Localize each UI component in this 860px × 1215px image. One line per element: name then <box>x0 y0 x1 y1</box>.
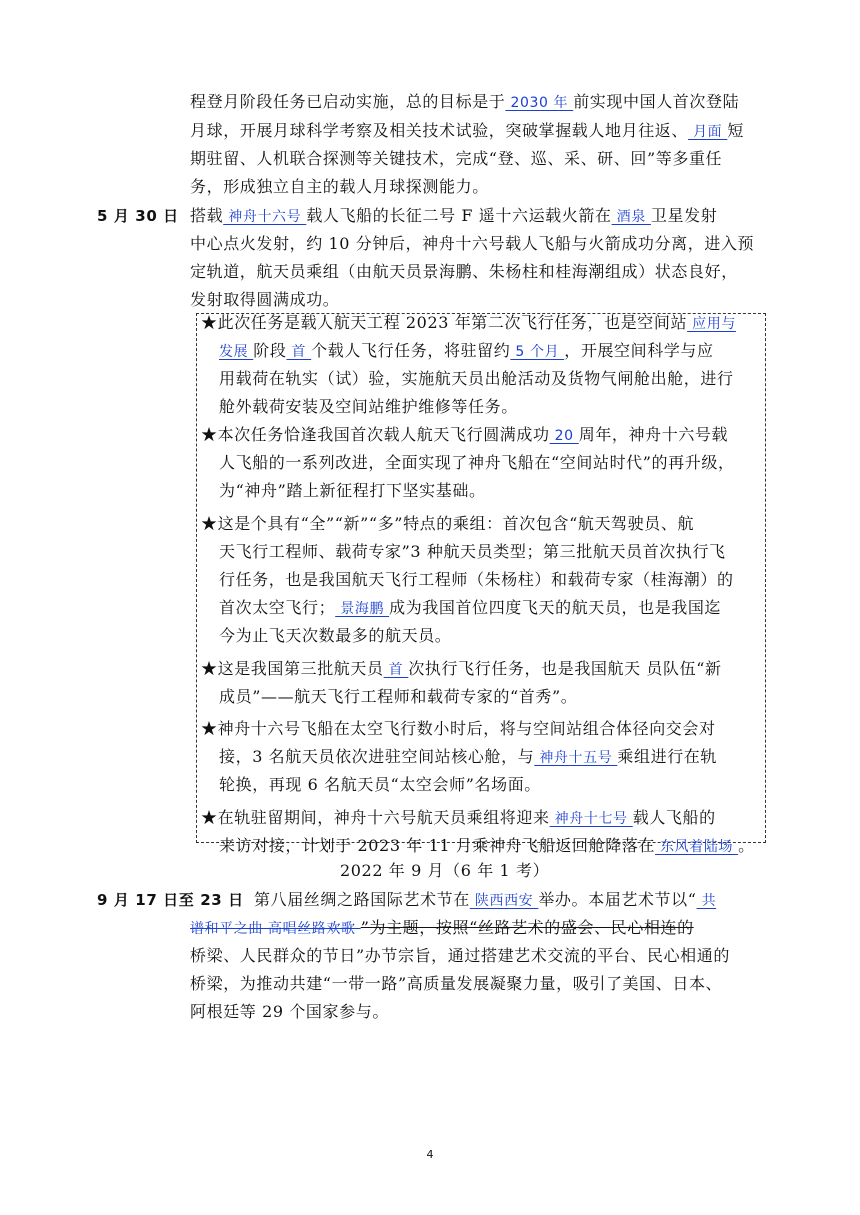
note-line: ★这是个具有“全”“新”“多”特点的乘组：首次包含“航天驾驶员、航 <box>201 514 695 533</box>
may30-line-3: 定轨道，航天员乘组（由航天员景海鹏、朱杨柱和桂海潮组成）状态良好， <box>190 262 738 281</box>
text: 阶段 <box>253 341 287 360</box>
answer-blank: 东风着陆场 <box>655 839 739 855</box>
text: 举办。本届艺术节以“ <box>538 890 697 909</box>
answer-blank: 首 <box>286 344 312 360</box>
answer-blank: 陕西西安 <box>469 893 539 909</box>
text: ★本次任务恰逢我国首次载人航天飞行圆满成功 <box>201 425 550 444</box>
page-number: 4 <box>426 1148 434 1161</box>
text: 接，3 名航天员依次进驻空间站核心舱，与 <box>219 747 535 766</box>
answer-blank: 景海鹏 <box>335 601 390 617</box>
text: ★此次任务是载人航天工程 2023 年第二次飞行任务，也是空间站 <box>201 313 688 332</box>
intro-line-2 <box>190 118 744 145</box>
note-line: 舱外载荷安装及空间站维护维修等任务。 <box>219 397 518 416</box>
text: 来访对接，计划于 2023 年 11 月乘神舟飞船返回舱降落在 <box>219 836 656 855</box>
text: 载人飞船的 <box>632 808 716 827</box>
text: 周年，神舟十六号载 <box>578 425 729 444</box>
text: 载人飞船的长征二号 F 遥十六运载火箭在 <box>306 206 612 225</box>
note-line <box>201 656 722 683</box>
text: ”为主题，按照“丝路艺术的盛会、民心相连的 <box>360 918 694 937</box>
note-line <box>201 805 716 832</box>
text: 成为我国首位四度飞天的航天员，也是我国迄 <box>389 598 722 617</box>
exam-note: 2022 年 9 月（6 年 1 考） <box>340 861 550 880</box>
answer-blank: 首 <box>383 662 409 678</box>
note-line: 行任务，也是我国航天飞行工程师（朱杨柱）和载荷专家（桂海潮）的 <box>219 570 734 589</box>
date-label: 9 月 17 日至 23 日 <box>97 891 244 909</box>
intro-line-4: 务，形成独立自主的载人月球探测能力。 <box>190 177 489 196</box>
text: 搭载 <box>190 206 224 225</box>
answer-blank: 神舟十七号 <box>549 811 633 827</box>
text: 第八届丝绸之路国际艺术节在 <box>254 890 470 909</box>
text: 个载人飞行任务，将驻留约 <box>311 341 511 360</box>
text: 乘组进行在轨 <box>617 747 717 766</box>
note-line: 用载荷在轨实（试）验，实施航天员出舱活动及货物气闸舱出舱，进行 <box>219 369 734 388</box>
text: 次执行飞行任务，也是我国航天 员队伍“新 <box>408 659 722 678</box>
answer-blank: 2030 年 <box>505 95 574 111</box>
may30-line-4: 发射取得圆满成功。 <box>190 290 340 309</box>
note-line <box>201 310 736 337</box>
sep-line-2 <box>190 915 694 942</box>
note-line: 为“神舟”踏上新征程打下坚实基础。 <box>219 481 486 500</box>
note-line <box>219 595 721 622</box>
answer-blank: 20 <box>549 428 579 444</box>
answer-blank: 神舟十六号 <box>223 209 307 225</box>
note-line: 人飞船的一系列改进，全面实现了神舟飞船在“空间站时代”的再升级， <box>219 453 735 472</box>
answer-blank: 发展 <box>219 344 254 360</box>
answer-blank: 谱和平之曲 高唱丝路欢歌 <box>190 921 361 937</box>
note-line: 天飞行工程师、载荷专家”3 种航天员类型；第三批航天员首次执行飞 <box>219 542 726 561</box>
answer-blank: 月面 <box>688 124 728 140</box>
answer-blank: 5 个月 <box>510 344 565 360</box>
text: 短 <box>727 121 744 140</box>
note-line <box>219 833 755 860</box>
sep-line-1 <box>254 887 716 914</box>
text: 卫星发射 <box>650 206 718 225</box>
may30-line-2: 中心点火发射，约 10 分钟后，神舟十六号载人飞船与火箭成功分离，进入预 <box>190 234 755 253</box>
date-label: 5 月 30 日 <box>97 207 179 225</box>
note-line <box>219 744 717 771</box>
text: 程登月阶段任务已启动实施，总的目标是于 <box>190 92 506 111</box>
intro-line-3: 期驻留、人机联合探测等关键技术，完成“登、巡、采、研、回”等多重任 <box>190 149 723 168</box>
note-line <box>219 338 714 365</box>
note-line: 成员”——航天飞行工程师和载荷专家的“首秀”。 <box>219 687 578 706</box>
sep-line-4: 桥梁，为推动共建“一带一路”高质量发展凝聚力量，吸引了美国、日本、 <box>190 974 723 993</box>
sep-line-3: 桥梁、人民群众的节日”办节宗旨，通过搭建艺术交流的平台、民心相通的 <box>190 946 730 965</box>
sep-line-5: 阿根廷等 29 个国家参与。 <box>190 1002 389 1021</box>
answer-blank: 酒泉 <box>611 209 651 225</box>
note-line <box>201 422 728 449</box>
note-line: 轮换，再现 6 名航天员“太空会师”名场面。 <box>219 775 541 794</box>
answer-blank: 应用与 <box>687 316 736 332</box>
text: ★这是我国第三批航天员 <box>201 659 384 678</box>
intro-line-1 <box>190 89 739 116</box>
text: 月球，开展月球科学考察及相关技术试验，突破掌握载人地月往返、 <box>190 121 689 140</box>
text: 。 <box>738 836 755 855</box>
note-line: 今为止飞天次数最多的航天员。 <box>219 626 452 645</box>
text: 前实现中国人首次登陆 <box>573 92 740 111</box>
answer-blank: 共 <box>696 893 717 909</box>
note-line: ★神舟十六号飞船在太空飞行数小时后，将与空间站组合体径向交会对 <box>201 719 716 738</box>
text: 首次太空飞行； <box>219 598 336 617</box>
text: ★在轨驻留期间，神舟十六号航天员乘组将迎来 <box>201 808 550 827</box>
answer-blank: 神舟十五号 <box>534 750 618 766</box>
text: ，开展空间科学与应 <box>564 341 714 360</box>
may30-line-1 <box>190 203 717 230</box>
